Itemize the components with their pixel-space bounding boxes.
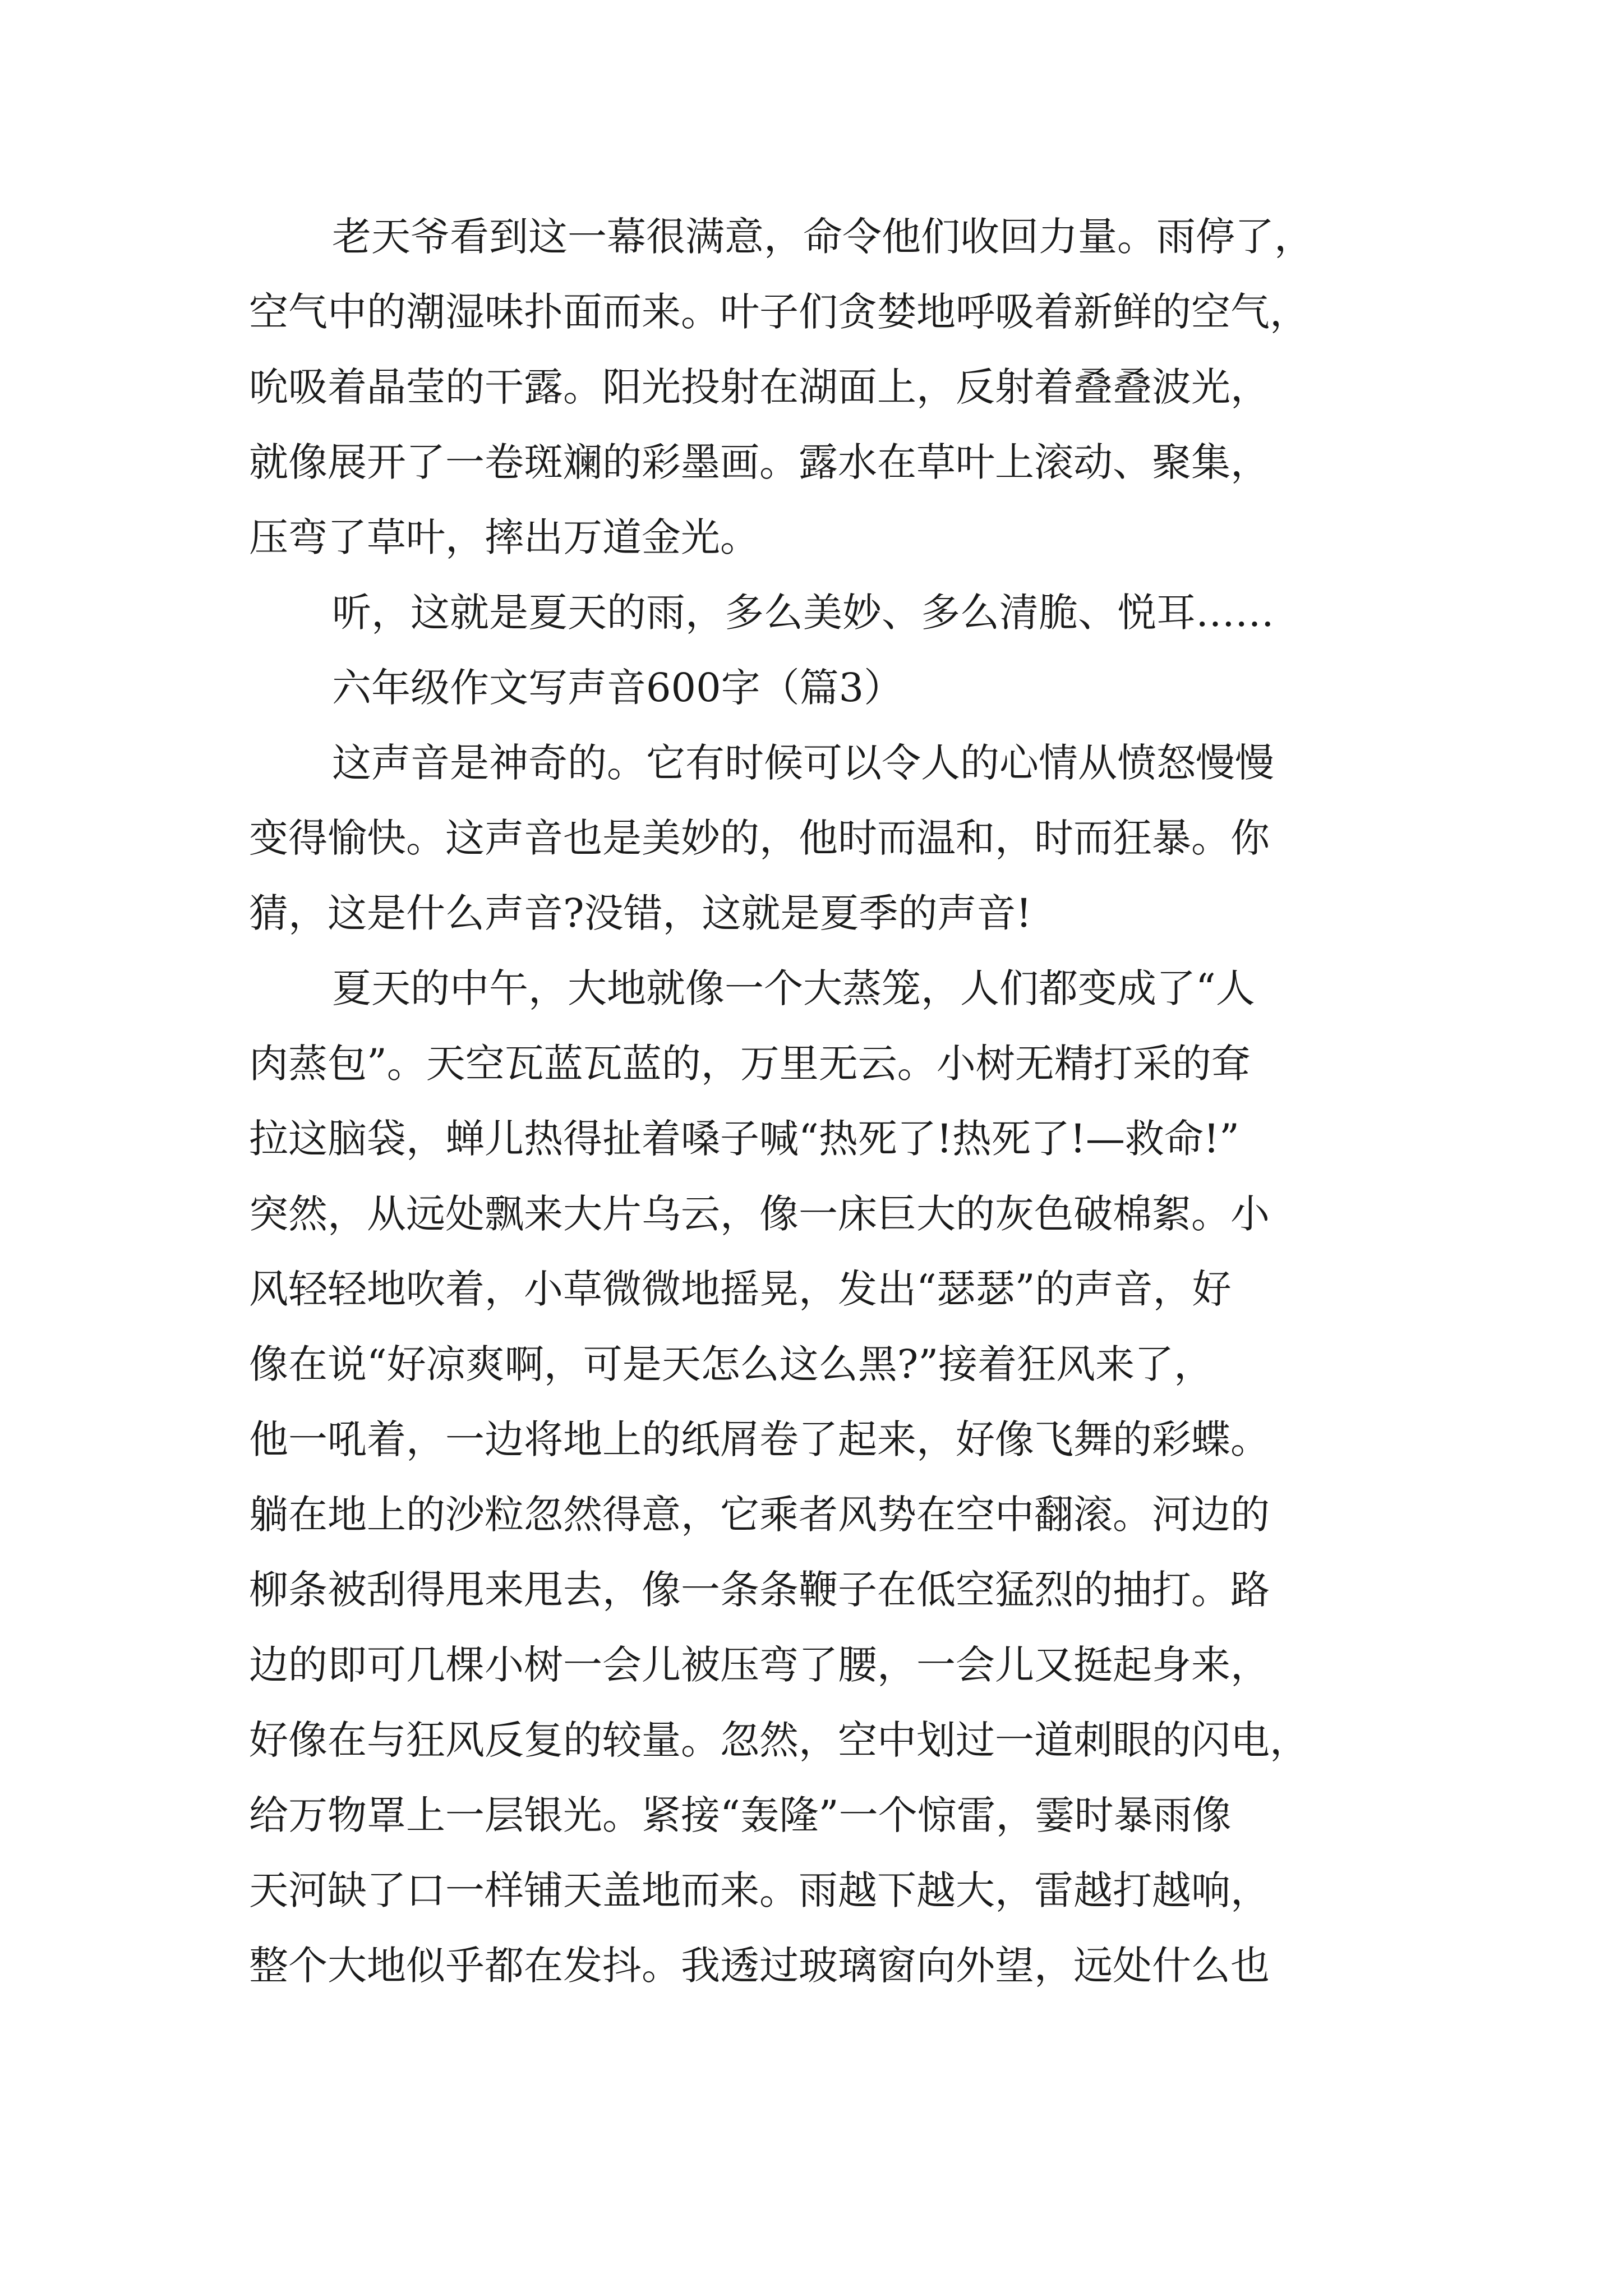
text-line: 边的即可几棵小树一会儿被压弯了腰，一会儿又挺起身来， xyxy=(249,1642,1270,1688)
text-line: 柳条被刮得甩来甩去，像一条条鞭子在低空猛烈的抽打。路 xyxy=(249,1567,1270,1613)
text-line: 吮吸着晶莹的干露。阳光投射在湖面上，反射着叠叠波光， xyxy=(249,364,1270,410)
text-line: 像在说“好凉爽啊，可是天怎么这么黑?”接着狂风来了， xyxy=(249,1341,1214,1387)
text-line: 给万物罩上一层银光。紧接“轰隆”一个惊雷，霎时暴雨像 xyxy=(249,1792,1232,1838)
text-line: 好像在与狂风反复的较量。忽然，空中划过一道刺眼的闪电， xyxy=(249,1717,1309,1763)
text-line: 压弯了草叶，摔出万道金光。 xyxy=(249,514,759,560)
document-body xyxy=(249,199,1415,2003)
text-line: 整个大地似乎都在发抖。我透过玻璃窗向外望，远处什么也 xyxy=(249,1943,1270,1989)
text-line: 拉这脑袋，蝉儿热得扯着嗓子喊“热死了!热死了!—救命!” xyxy=(249,1116,1239,1162)
text-line: 空气中的潮湿味扑面而来。叶子们贪婪地呼吸着新鲜的空气， xyxy=(249,289,1309,335)
text-line: 猜，这是什么声音?没错，这就是夏季的声音! xyxy=(249,890,1032,936)
text-line: 肉蒸包”。天空瓦蓝瓦蓝的，万里无云。小树无精打采的耷 xyxy=(249,1041,1251,1087)
text-line: 就像展开了一卷斑斓的彩墨画。露水在草叶上滚动、聚集， xyxy=(249,439,1270,485)
text-line: 突然，从远处飘来大片乌云，像一床巨大的灰色破棉絮。小 xyxy=(249,1191,1270,1237)
text-line: 老天爷看到这一幕很满意，命令他们收回力量。雨停了， xyxy=(332,214,1313,260)
text-line: 六年级作文写声音600字（篇3） xyxy=(332,665,903,711)
text-line: 变得愉快。这声音也是美妙的，他时而温和，时而狂暴。你 xyxy=(249,815,1270,861)
text-line: 他一吼着，一边将地上的纸屑卷了起来，好像飞舞的彩蝶。 xyxy=(249,1416,1270,1462)
text-line: 风轻轻地吹着，小草微微地摇晃，发出“瑟瑟”的声音，好 xyxy=(249,1266,1232,1312)
text-line: 听，这就是夏天的雨，多么美妙、多么清脆、悦耳…… xyxy=(332,590,1274,636)
text-line: 天河缺了口一样铺天盖地而来。雨越下越大，雷越打越响， xyxy=(249,1867,1270,1913)
text-line: 躺在地上的沙粒忽然得意，它乘者风势在空中翻滚。河边的 xyxy=(249,1492,1270,1538)
text-line: 夏天的中午，大地就像一个大蒸笼，人们都变成了“人 xyxy=(332,965,1255,1011)
text-line: 这声音是神奇的。它有时候可以令人的心情从愤怒慢慢 xyxy=(332,740,1274,786)
